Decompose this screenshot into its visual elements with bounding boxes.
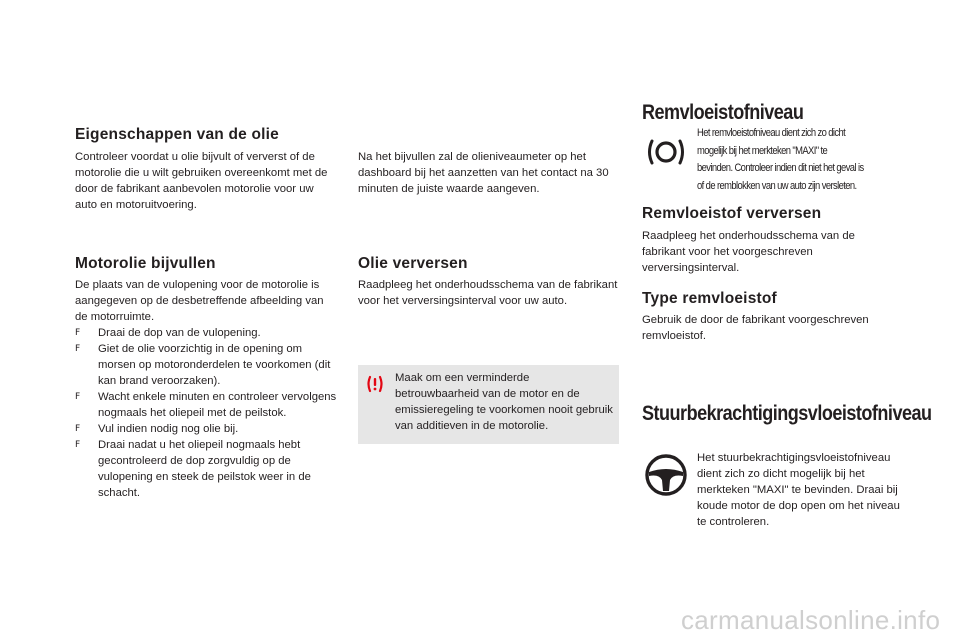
topping-up-intro: De plaats van de vulopening voor de motorolie is aangegeven op de desbetreffende afbeelding van de motorruimte. bbox=[75, 279, 324, 323]
section-title-oil-change: Olie verversen bbox=[358, 255, 468, 272]
bullet-marker: F bbox=[75, 392, 81, 402]
step-text: Giet de olie voorzichtig in de opening om morsen op motoronderdelen te voorkomen (dit kan brand veroorzaken). bbox=[98, 343, 331, 387]
step-item bbox=[75, 325, 337, 341]
watermark: carmanualsonline.info bbox=[681, 605, 941, 635]
section-title-brake-fluid-level: Remvloeistofniveau bbox=[642, 101, 804, 124]
step-text: Wacht enkele minuten en controleer vervolgens nogmaals het oliepeil met de peilstok. bbox=[98, 391, 337, 419]
warning-notice-text: Maak om een verminderde betrouwbaarheid van de motor en de emissieregeling te voorkomen nooit gebruik van additieven in de motorolie. bbox=[395, 372, 613, 432]
brake-fluid-change-text: Raadpleeg het onderhoudsschema van de fabrikant voor het voorgeschreven verversingsinterval. bbox=[642, 230, 855, 274]
warning-exclamation-icon bbox=[366, 375, 384, 393]
brake-fluid-type-text: Gebruik de door de fabrikant voorgeschreven remvloeistof. bbox=[642, 314, 869, 342]
section-title-power-steering: Stuurbekrachtigingsvloeistofniveau bbox=[642, 402, 932, 425]
section-title-oil-properties: Eigenschappen van de olie bbox=[75, 126, 279, 143]
section-title-brake-fluid-change: Remvloeistof verversen bbox=[642, 205, 822, 222]
bullet-marker: F bbox=[75, 328, 81, 338]
brake-fluid-line: of de remblokken van uw auto zijn versleten. bbox=[697, 179, 857, 192]
brake-fluid-icon bbox=[646, 136, 686, 168]
section-title-topping-up: Motorolie bijvullen bbox=[75, 255, 216, 272]
bullet-marker: F bbox=[75, 440, 81, 450]
oil-properties-text: Controleer voordat u olie bijvult of ververst of de motorolie die u wilt gebruiken overeenkomt met de door de fabrikant aanbevolen motorolie voor uw auto en motoruitvoering. bbox=[75, 151, 328, 211]
step-item bbox=[75, 421, 337, 437]
topping-up-steps bbox=[75, 325, 337, 501]
step-text: Vul indien nodig nog olie bij. bbox=[98, 423, 239, 435]
step-text: Draai nadat u het oliepeil nogmaals hebt gecontroleerd de dop zorgvuldig op de vulopening en steek de peilstok weer in de schacht. bbox=[98, 439, 311, 499]
step-item bbox=[75, 341, 337, 389]
brake-fluid-line: Het remvloeistofniveau dient zich zo dicht bbox=[697, 127, 846, 139]
oil-change-text: Raadpleeg het onderhoudsschema van de fabrikant voor het verversingsinterval voor uw auto. bbox=[358, 279, 618, 307]
brake-fluid-line: bevinden. Controleer indien dit niet het geval is bbox=[697, 162, 864, 174]
power-steering-text: Het stuurbekrachtigingsvloeistofniveau dient zich zo dicht mogelijk bij het merkteken "MAXI" te bevinden. Draai bij koude motor de dop open om het niveau te controleren. bbox=[697, 452, 900, 528]
warning-notice bbox=[358, 365, 619, 444]
brake-fluid-line: mogelijk bij het merkteken "MAXI" te bbox=[697, 144, 828, 157]
steering-wheel-icon bbox=[643, 452, 689, 498]
step-text: Draai de dop van de vulopening. bbox=[98, 327, 261, 339]
section-title-brake-fluid-type: Type remvloeistof bbox=[642, 290, 777, 307]
after-topping-text: Na het bijvullen zal de olieniveaumeter op het dashboard bij het aanzetten van het contact na 30 minuten de juiste waarde aangeven. bbox=[358, 151, 609, 195]
bullet-marker: F bbox=[75, 424, 81, 434]
step-item bbox=[75, 437, 337, 501]
brake-fluid-level-text bbox=[697, 125, 864, 195]
step-item bbox=[75, 389, 337, 421]
bullet-marker: F bbox=[75, 344, 81, 354]
